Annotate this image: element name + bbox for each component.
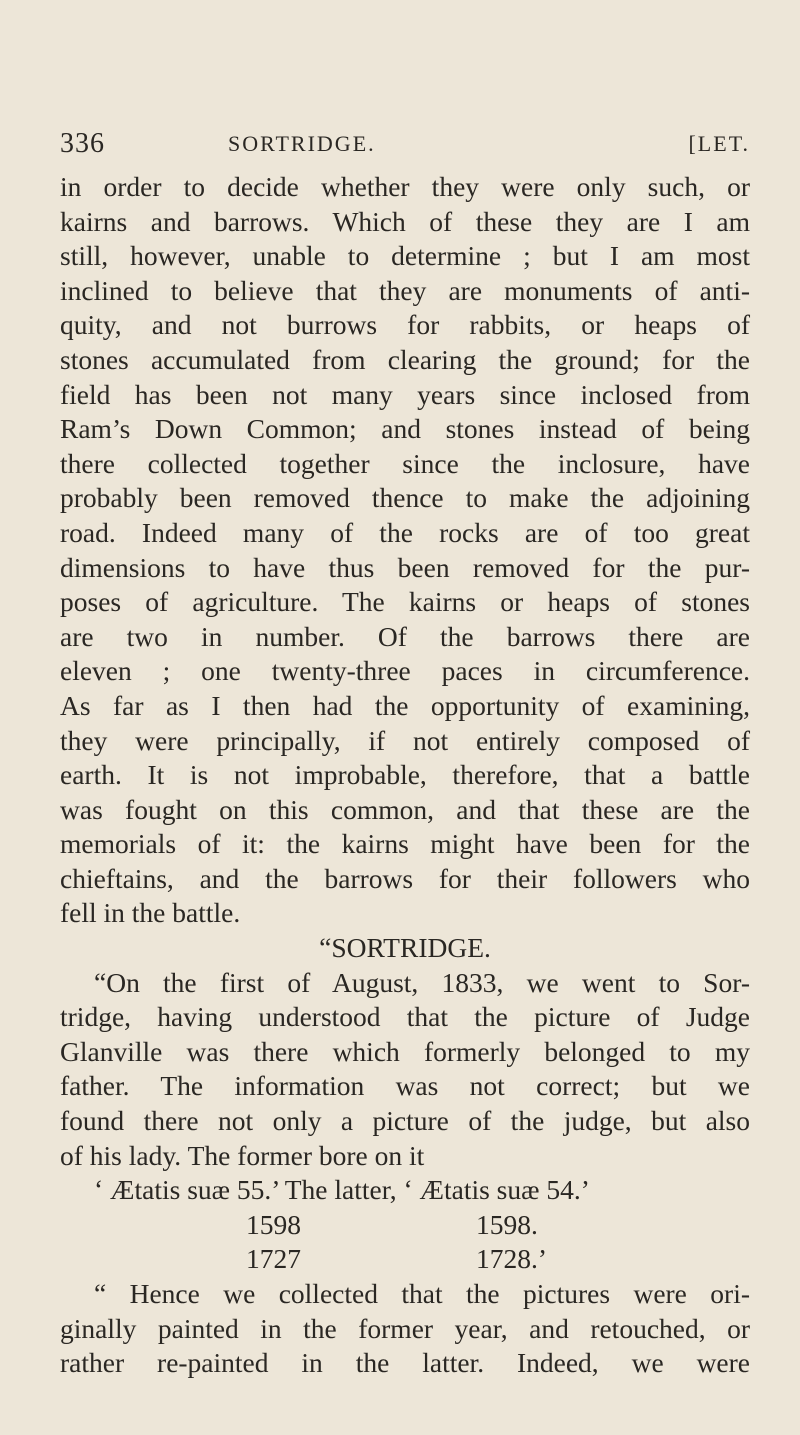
text-line: tridge, having understood that the picture of Judge [60, 1001, 750, 1033]
text-line: was fought on this common, and that these are the [60, 793, 750, 825]
text-line: still, however, unable to determine ; but I am most [60, 240, 750, 272]
year-left: 1727 [246, 1243, 301, 1275]
text-line: road. Indeed many of the rocks are of too great [60, 516, 750, 548]
text-line: Ram’s Down Common; and stones instead of being [60, 413, 750, 445]
text-line: stones accumulated from clearing the ground; for the [60, 343, 750, 375]
text-line: “On the first of August, 1833, we went to Sor- [94, 966, 750, 998]
text-line: are two in number. Of the barrows there are [60, 620, 750, 652]
text-line: quity, and not burrows for rabbits, or heaps of [60, 309, 750, 341]
text-line: father. The information was not correct; but we [60, 1070, 750, 1102]
text-line: probably been removed thence to make the adjoining [60, 482, 750, 514]
running-title: SORTRIDGE. [228, 131, 376, 156]
year-right: 1728.’ [476, 1243, 548, 1275]
text-line: ginally painted in the former year, and retouched, or [60, 1312, 750, 1344]
page-body [60, 170, 750, 1381]
text-line: chieftains, and the barrows for their followers who [60, 862, 750, 894]
page-header [60, 128, 750, 168]
page-number: 336 [60, 128, 105, 159]
text-line: earth. It is not improbable, therefore, that a battle [60, 759, 750, 791]
text-line: inclined to believe that they are monuments of anti- [60, 274, 750, 306]
text-line: rather re-painted in the latter. Indeed, we were [60, 1347, 750, 1379]
text-line: fell in the battle. [60, 897, 241, 929]
text-line: in order to decide whether they were only such, or [60, 171, 750, 202]
year-right: 1598. [476, 1208, 538, 1240]
text-line: Glanville was there which formerly belonged to my [60, 1035, 750, 1067]
text-line: As far as I then had the opportunity of examining, [60, 689, 750, 721]
text-line: dimensions to have thus been removed for the pur- [60, 551, 750, 583]
year-row [60, 1208, 750, 1243]
text-line: “ Hence we collected that the pictures were ori- [94, 1278, 750, 1309]
year-left: 1598 [246, 1208, 301, 1240]
text-line: memorials of it: the kairns might have been for the [60, 828, 750, 860]
text-line: they were principally, if not entirely composed of [60, 724, 750, 756]
text-line: eleven ; one twenty-three paces in circumference. [60, 655, 750, 687]
text-line: kairns and barrows. Which of these they are I am [60, 205, 750, 237]
inscription-line: ‘ Ætatis suæ 55.’ The latter, ‘ Ætatis suæ 54.’ [94, 1174, 590, 1206]
text-line: of his lady. The former bore on it [60, 1139, 425, 1171]
year-row [60, 1242, 750, 1277]
paragraph-visit [60, 966, 750, 1174]
section-heading: “SORTRIDGE. [319, 932, 491, 964]
text-line: found there not only a picture of the judge, but also [60, 1105, 750, 1137]
text-line: poses of agriculture. The kairns or heaps of stones [60, 586, 750, 618]
paragraph-conclusion [60, 1277, 750, 1381]
inscription-block [60, 1173, 750, 1277]
text-line: field has been not many years since inclosed from [60, 378, 750, 410]
paragraph-kairns [60, 170, 750, 931]
section-mark: [LET. [688, 131, 750, 156]
text-line: there collected together since the inclosure, have [60, 447, 750, 479]
